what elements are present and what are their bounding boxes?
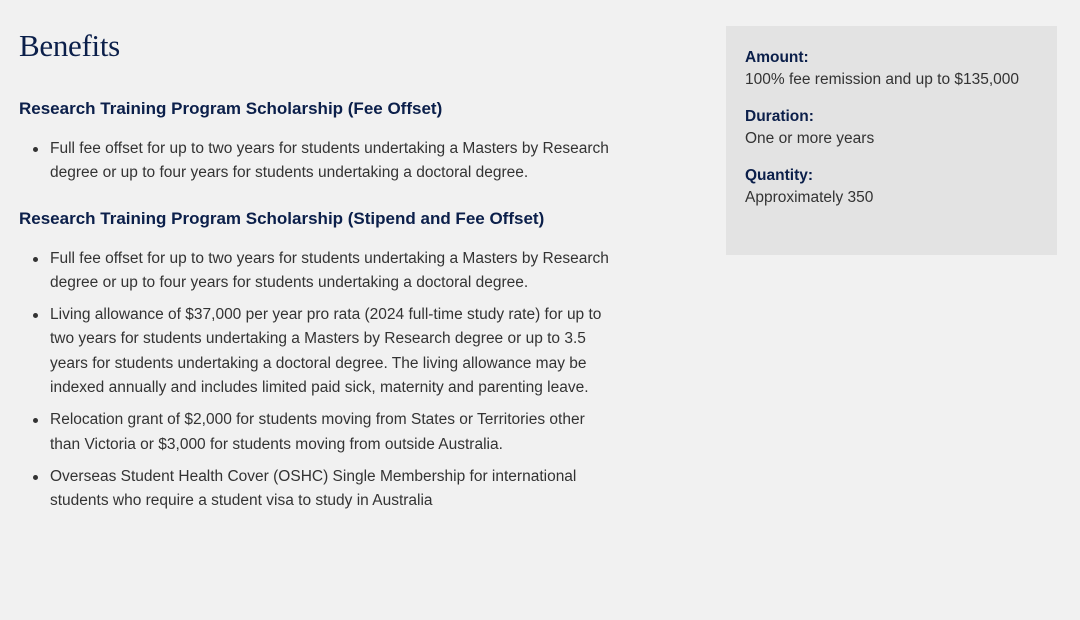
benefit-list-stipend-fee-offset — [19, 247, 609, 514]
quantity-label: Quantity: — [745, 167, 814, 184]
summary-duration — [745, 107, 1038, 151]
duration-label: Duration: — [745, 108, 814, 125]
summary-amount — [745, 48, 1038, 92]
section-heading-stipend-fee-offset: Research Training Program Scholarship (Stipend and Fee Offset) — [19, 208, 545, 228]
quantity-value: Approximately 350 — [745, 189, 874, 206]
amount-label: Amount: — [745, 49, 809, 66]
list-item: Living allowance of $37,000 per year pro rata (2024 full-time study rate) for up to two years for students undertaking a Masters by Research degree or up to 3.5 years for students undertaking a doctoral degree. The living allowance may be indexed annually and includes limited paid sick, maternity and parenting leave. — [19, 303, 609, 400]
duration-value: One or more years — [745, 130, 875, 147]
section-heading-fee-offset: Research Training Program Scholarship (Fee Offset) — [19, 99, 443, 118]
summary-quantity — [745, 166, 1038, 210]
list-item: Full fee offset for up to two years for students undertaking a Masters by Research degree or up to four years for students undertaking a doctoral degree. — [19, 137, 609, 186]
list-item: Relocation grant of $2,000 for students moving from States or Territories other than Victoria or $3,000 for students moving from outside Australia. — [19, 408, 609, 457]
list-item: Overseas Student Health Cover (OSHC) Single Membership for international students who require a student visa to study in Australia — [19, 465, 609, 514]
main-content — [19, 28, 609, 522]
page-title: Benefits — [19, 28, 120, 63]
benefit-list-fee-offset — [19, 137, 609, 186]
amount-value: 100% fee remission and up to $135,000 — [745, 71, 1020, 88]
list-item: Full fee offset for up to two years for students undertaking a Masters by Research degree or up to four years for students undertaking a doctoral degree. — [19, 247, 609, 296]
scholarship-summary-box — [726, 26, 1057, 255]
